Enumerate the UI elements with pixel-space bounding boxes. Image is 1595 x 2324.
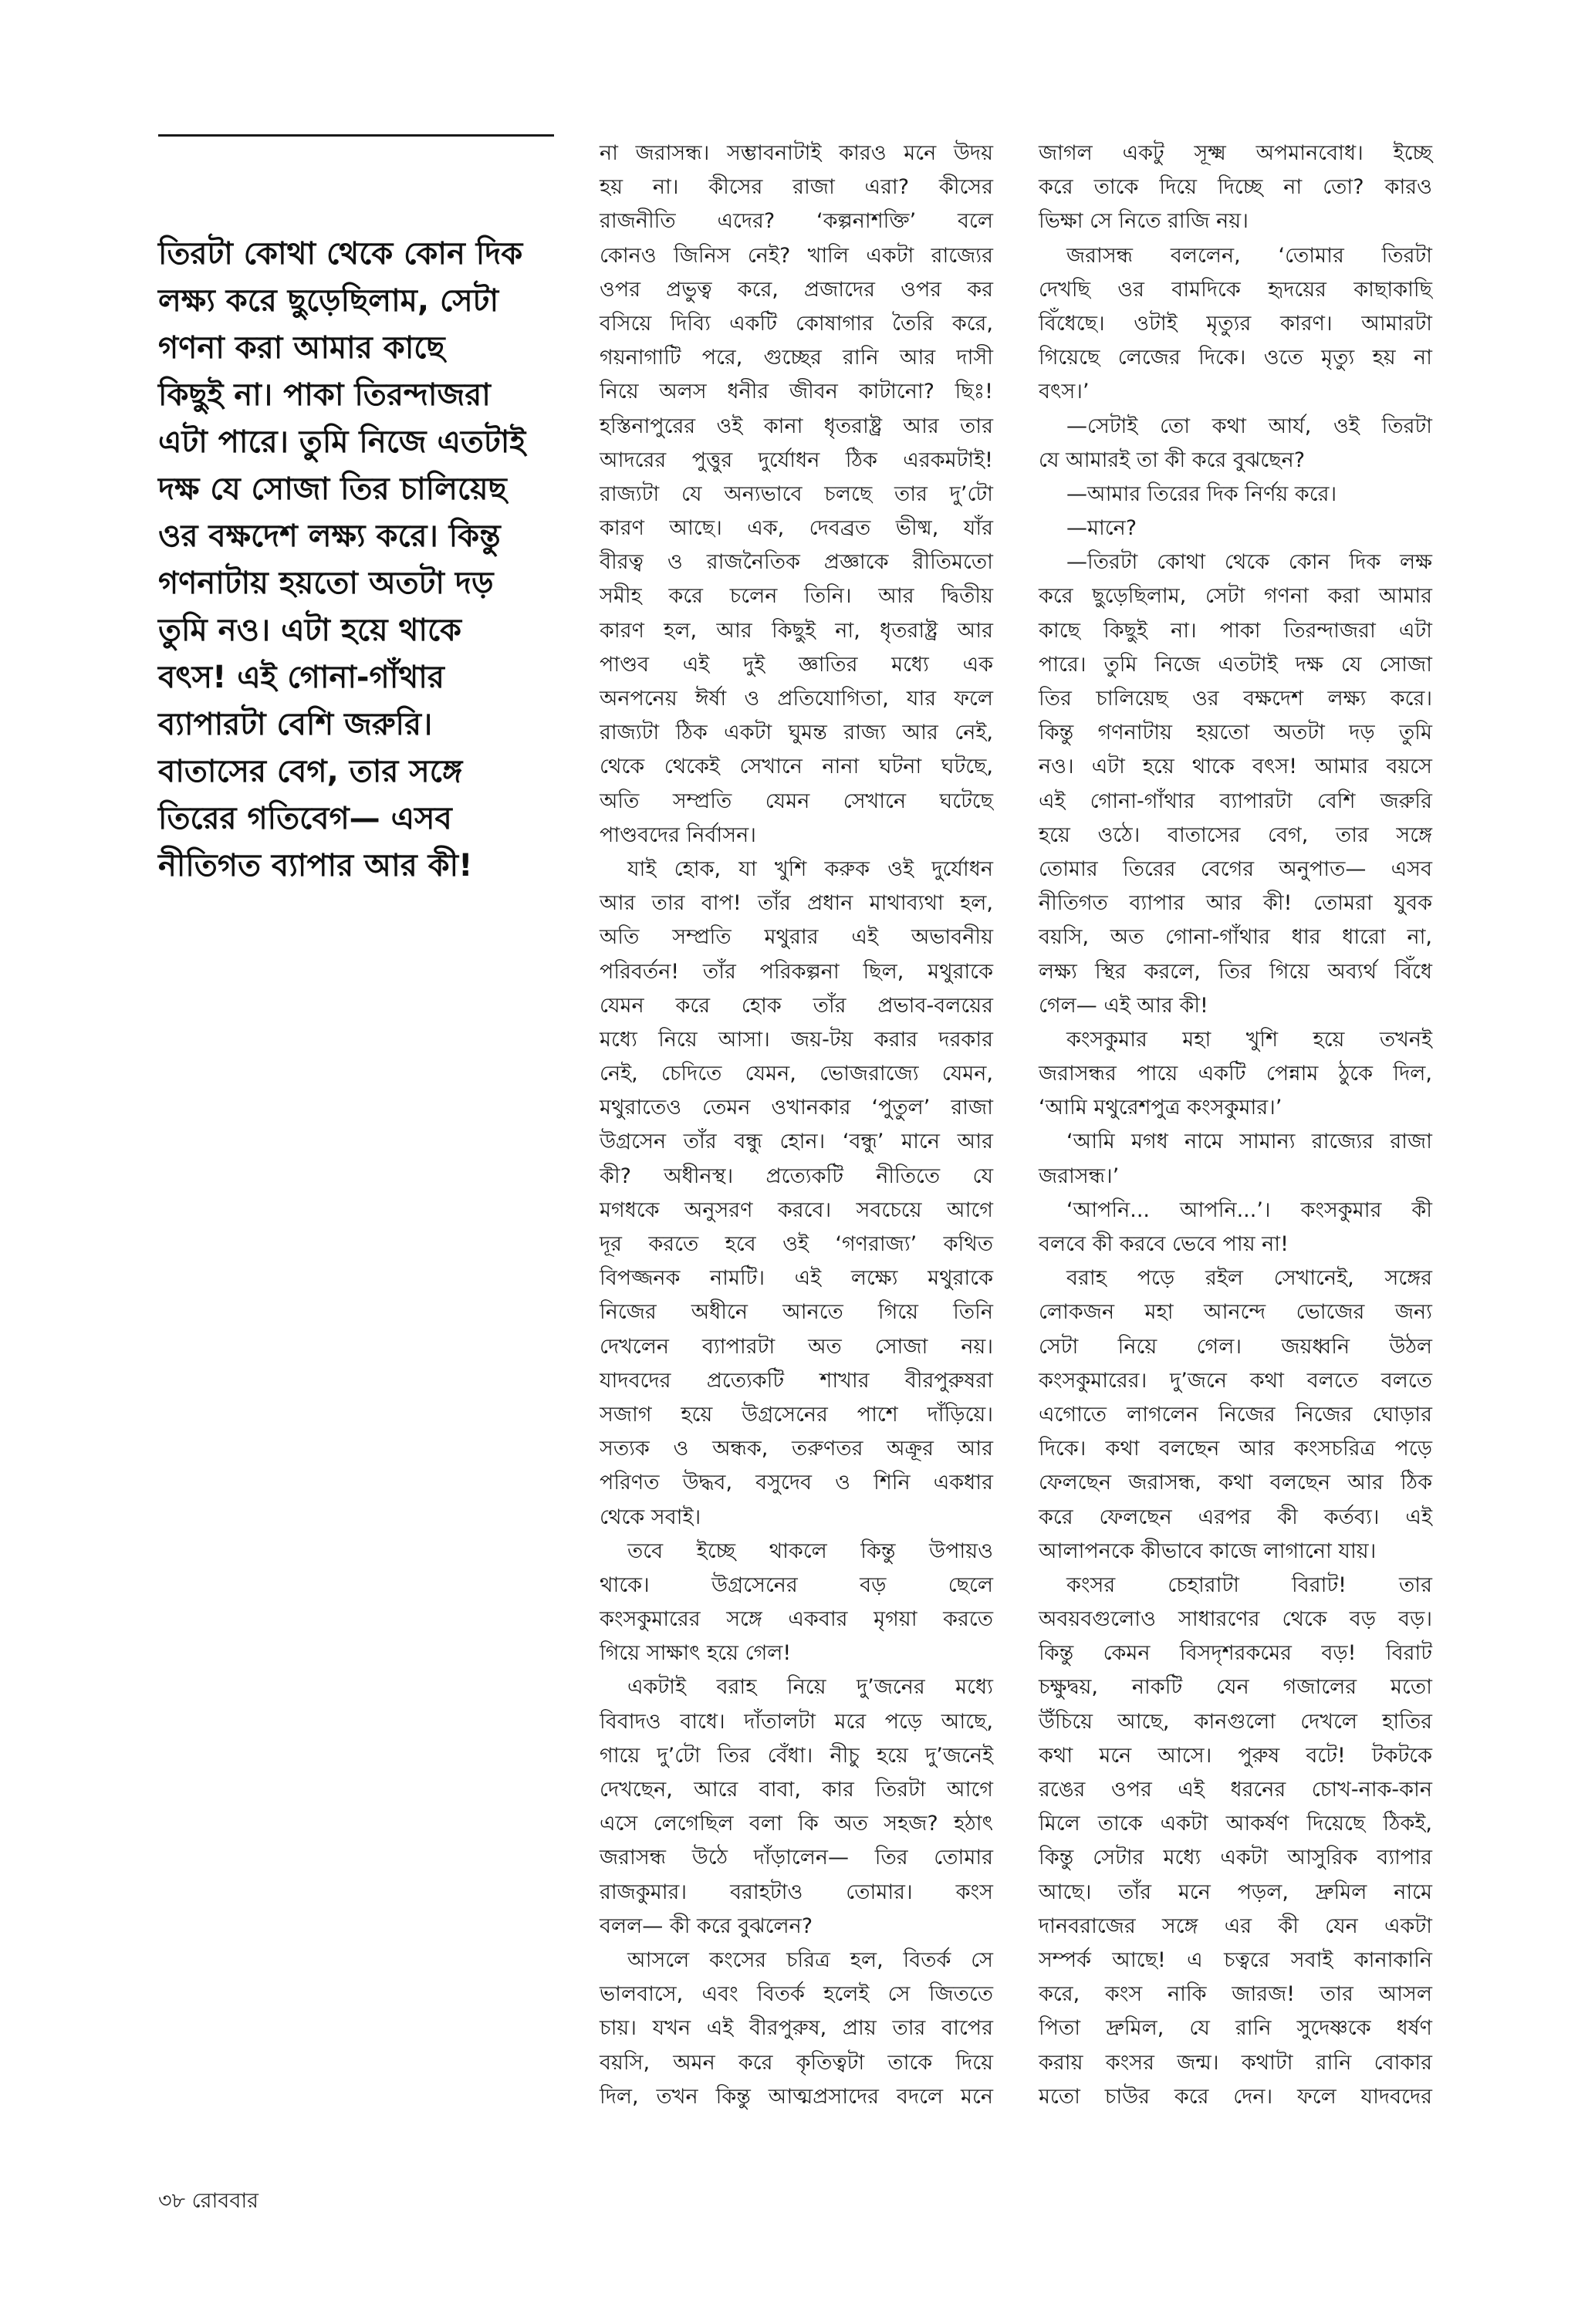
- text-line: কী? অধীনস্থ। প্রত্যেকটি নীতিতে যে: [600, 1164, 993, 1188]
- text-line: থাকে। উগ্রসেনের বড় ছেলে: [600, 1572, 993, 1597]
- text-line: সজাগ হয়ে উগ্রসেনের পাশে দাঁড়িয়ে।: [600, 1402, 993, 1427]
- text-line: করে, কংস নাকি জারজ! তার আসল: [1039, 1982, 1432, 2007]
- text-line: দূর করতে হবে ওই ‘গণরাজ্য’ কথিত: [600, 1232, 993, 1256]
- text-line: রাজ্যটা ঠিক একটা ঘুমন্ত রাজ্য আর নেই,: [600, 721, 993, 745]
- text-line: নও। এটা হয়ে থাকে বৎস! আমার বয়সে: [1039, 755, 1432, 779]
- text-line: থেকে সবাই।: [600, 1505, 701, 1529]
- text-line: বিপজ্জনক নামটি। এই লক্ষ্যে মথুরাকে: [600, 1266, 993, 1291]
- paragraph: [1039, 239, 1432, 410]
- text-line: সত্যক ও অন্ধক, তরুণতর অক্রূর আর: [600, 1437, 993, 1461]
- pull-quote: [158, 231, 559, 890]
- body-column-2: [1039, 137, 1432, 2114]
- text-line: এগোতে লাগলেন নিজের নিজের ঘোড়ার: [1039, 1402, 1432, 1427]
- text-line: গেল— এই আর কী!: [1039, 993, 1208, 1018]
- paragraph: [1039, 1125, 1432, 1193]
- text-line: আদরের পুত্তুর দুর্যোধন ঠিক এরকমটাই!: [600, 448, 993, 472]
- pull-quote-line: তিরটা কোথা থেকে কোন দিক: [158, 236, 523, 272]
- text-line: কংসকুমারের সঙ্গে একবার মৃগয়া করতে: [600, 1607, 993, 1632]
- paragraph: [600, 137, 993, 853]
- text-line: মিলে তাকে একটা আকর্ষণ দিয়েছে ঠিকই,: [1039, 1812, 1432, 1836]
- text-line: ‘আমি মথুরেশপুত্র কংসকুমার।’: [1039, 1096, 1282, 1120]
- text-line: হয় না। কীসের রাজা এরা? কীসের: [600, 175, 993, 200]
- pull-quote-line: দক্ষ যে সোজা তির চালিয়েছ: [158, 471, 507, 507]
- text-line: মগধকে অনুসরণ করবে। সবচেয়ে আগে: [600, 1197, 993, 1222]
- text-line: গিয়েছে লেজের দিকে। ওতে মৃত্যু হয় না: [1039, 346, 1432, 370]
- text-line: অনপনেয় ঈর্ষা ও প্রতিযোগিতা, যার ফলে: [600, 687, 994, 711]
- pull-quote-line: ওর বক্ষদেশ লক্ষ্য করে। কিন্তু: [158, 519, 501, 554]
- text-line: দেখলেন ব্যাপারটা অত সোজা নয়।: [600, 1334, 993, 1359]
- text-line: পিতা দ্রুমিল, যে রানি সুদেষ্ণকে ধর্ষণ: [1039, 2016, 1432, 2041]
- text-line: —তিরটা কোথা থেকে কোন দিক লক্ষ: [1066, 550, 1432, 575]
- text-line: বয়সি, অত গোনা-গাঁথার ধার ধারো না,: [1039, 925, 1432, 950]
- text-line: পারে। তুমি নিজে এতটাই দক্ষ যে সোজা: [1039, 652, 1432, 677]
- text-line: অতি সম্প্রতি যেমন সেখানে ঘটেছে: [600, 789, 993, 813]
- pull-quote-line: নীতিগত ব্যাপার আর কী!: [158, 848, 473, 883]
- text-line: নেই, চেদিতে যেমন, ভোজরাজ্যে যেমন,: [600, 1062, 993, 1086]
- text-line: জরাসন্ধ।’: [1039, 1164, 1120, 1188]
- text-line: জরাসন্ধর পায়ে একটি পেন্নাম ঠুকে দিল,: [1039, 1062, 1432, 1086]
- paragraph: [1039, 1023, 1432, 1126]
- text-line: করে ছুড়েছিলাম, সেটা গণনা করা আমার: [1039, 584, 1432, 609]
- text-line: কিন্তু কেমন বিসদৃশরকমের বড়! বিরাট: [1039, 1641, 1432, 1666]
- text-line: জরাসন্ধ উঠে দাঁড়ালেন— তির তোমার: [600, 1846, 993, 1870]
- text-line: লোকজন মহা আনন্দে ভোজের জন্য: [1039, 1300, 1432, 1325]
- text-line: লক্ষ্য স্থির করলে, তির গিয়ে অব্যর্থ বিঁধে: [1039, 959, 1432, 984]
- pull-quote-line: তিরের গতিবেগ— এসব: [158, 801, 452, 836]
- text-line: হস্তিনাপুরের ওই কানা ধৃতরাষ্ট্র আর তার: [600, 414, 993, 438]
- text-line: তির চালিয়েছ ওর বক্ষদেশ লক্ষ্য করে।: [1039, 687, 1432, 711]
- text-line: কারণ আছে। এক, দেবব্রত ভীষ্ম, যাঁর: [600, 516, 993, 541]
- text-line: এসে লেগেছিল বলা কি অত সহজ? হঠাৎ: [600, 1812, 993, 1836]
- text-line: পাণ্ডব এই দুই জ্ঞাতির মধ্যে এক: [600, 652, 993, 677]
- pull-quote-line: বাতাসের বেগ, তার সঙ্গে: [158, 754, 463, 789]
- pull-quote-line: গণনা করা আমার কাছে: [158, 330, 445, 366]
- text-line: করায় কংসর জন্ম। কথাটা রানি বোকার: [1039, 2050, 1432, 2075]
- text-line: কাছে কিছুই না। পাকা তিরন্দাজরা এটা: [1039, 618, 1432, 643]
- text-line: —সেটাই তো কথা আর্য, ওই তিরটা: [1066, 414, 1432, 438]
- text-line: গায়ে দু’টো তির বেঁধা। নীচু হয়ে দু’জনেই: [600, 1743, 993, 1768]
- text-line: আছে। তাঁর মনে পড়ল, দ্রুমিল নামে: [1039, 1880, 1432, 1904]
- text-line: ভালবাসে, এবং বিতর্ক হলেই সে জিততে: [600, 1982, 993, 2007]
- paragraph: [1039, 137, 1432, 239]
- text-line: এই গোনা-গাঁথার ব্যাপারটা বেশি জরুরি: [1039, 789, 1432, 813]
- text-line: রাজনীতি এদের? ‘কল্পনাশক্তি’ বলে: [600, 209, 993, 234]
- text-line: করে ফেলছেন এরপর কী কর্তব্য। এই: [1039, 1505, 1432, 1529]
- text-line: তোমার তিরের বেগের অনুপাত— এসব: [1039, 856, 1432, 881]
- text-line: মতো চাউর করে দেন। ফলে যাদবদের: [1039, 2084, 1432, 2109]
- pull-quote-line: এটা পারে। তুমি নিজে এতটাই: [158, 424, 526, 460]
- text-line: বয়সি, অমন করে কৃতিত্বটা তাকে দিয়ে: [600, 2050, 993, 2075]
- text-line: দেখছেন, আরে বাবা, কার তিরটা আগে: [600, 1778, 993, 1802]
- text-line: গিয়ে সাক্ষাৎ হয়ে গেল!: [600, 1641, 792, 1666]
- text-line: আলাপনকে কীভাবে কাজে লাগানো যায়।: [1039, 1539, 1377, 1563]
- text-line: রাজকুমার। বরাহটাও তোমার। কংস: [600, 1880, 993, 1904]
- text-line: করে তাকে দিয়ে দিচ্ছে না তো? কারও: [1039, 175, 1432, 200]
- text-line: কিন্তু সেটার মধ্যে একটা আসুরিক ব্যাপার: [1039, 1846, 1432, 1870]
- text-line: কংসর চেহারাটা বিরাট! তার: [1066, 1572, 1432, 1597]
- text-line: দিকে। কথা বলছেন আর কংসচরিত্র পড়ে: [1039, 1437, 1432, 1461]
- paragraph: [1039, 1194, 1432, 1262]
- text-line: কোনও জিনিস নেই? খালি একটা রাজ্যের: [600, 243, 993, 268]
- text-line: সমীহ করে চলেন তিনি। আর দ্বিতীয়: [600, 584, 993, 609]
- text-line: জরাসন্ধ বললেন, ‘তোমার তিরটা: [1066, 243, 1432, 268]
- paragraph: [600, 1535, 993, 1671]
- text-line: ওপর প্রভুত্ব করে, প্রজাদের ওপর কর: [600, 277, 993, 302]
- paragraph: [600, 853, 993, 1535]
- text-line: কথা মনে আসে। পুরুষ বটে! টকটকে: [1039, 1743, 1432, 1768]
- paragraph: [1039, 546, 1432, 1023]
- text-line: মথুরাতেও তেমন ওখানকার ‘পুতুল’ রাজা: [600, 1096, 993, 1120]
- text-line: ‘আপনি... আপনি...’। কংসকুমার কী: [1066, 1197, 1432, 1222]
- text-line: যে আমারই তা কী করে বুঝছেন?: [1039, 448, 1306, 472]
- text-line: নিয়ে অলস ধনীর জীবন কাটানো? ছিঃ!: [600, 380, 993, 404]
- text-line: —মানে?: [1066, 516, 1137, 541]
- text-line: চক্ষুদ্বয়, নাকটি যেন গজালের মতো: [1039, 1675, 1432, 1700]
- paragraph: [1039, 1569, 1432, 2114]
- text-line: রঙের ওপর এই ধরনের চোখ-নাক-কান: [1039, 1778, 1432, 1802]
- top-rule: [158, 134, 554, 137]
- text-line: হয়ে ওঠে। বাতাসের বেগ, তার সঙ্গে: [1039, 823, 1432, 847]
- text-line: বসিয়ে দিব্যি একটি কোষাগার তৈরি করে,: [600, 311, 993, 336]
- text-line: আর তার বাপ! তাঁর প্রধান মাথাব্যথা হল,: [600, 891, 993, 916]
- text-line: দিল, তখন কিন্তু আত্মপ্রসাদের বদলে মনে: [600, 2084, 993, 2109]
- pull-quote-line: লক্ষ্য করে ছুড়েছিলাম, সেটা: [158, 283, 499, 319]
- text-line: বলল— কী করে বুঝলেন?: [600, 1914, 813, 1938]
- text-line: একটাই বরাহ নিয়ে দু’জনের মধ্যে: [627, 1675, 993, 1700]
- text-line: নীতিগত ব্যাপার আর কী! তোমরা যুবক: [1039, 891, 1432, 916]
- text-line: সম্পর্ক আছে! এ চত্বরে সবাই কানাকানি: [1039, 1947, 1432, 1972]
- text-line: ভিক্ষা সে নিতে রাজি নয়।: [1039, 209, 1249, 234]
- text-line: কিন্তু গণনাটায় হয়তো অতটা দড় তুমি: [1039, 721, 1432, 745]
- text-line: বিবাদও বাধে। দাঁতালটা মরে পড়ে আছে,: [600, 1709, 993, 1734]
- paragraph: [600, 1944, 993, 2114]
- text-line: যাই হোক, যা খুশি করুক ওই দুর্যোধন: [627, 856, 993, 881]
- text-line: অতি সম্প্রতি মথুরার এই অভাবনীয়: [600, 925, 993, 950]
- text-line: যাদবদের প্রত্যেকটি শাখার বীরপুরুষরা: [600, 1368, 993, 1393]
- text-line: পরিবর্তন! তাঁর পরিকল্পনা ছিল, মথুরাকে: [600, 959, 993, 984]
- text-line: পরিণত উদ্ধব, বসুদেব ও শিনি একধার: [600, 1471, 993, 1495]
- text-line: কংসকুমার মহা খুশি হয়ে তখনই: [1066, 1027, 1432, 1052]
- text-line: থেকে থেকেই সেখানে নানা ঘটনা ঘটছে,: [600, 755, 993, 779]
- text-line: বীরত্ব ও রাজনৈতিক প্রজ্ঞাকে রীতিমতো: [600, 550, 993, 575]
- text-line: অবয়বগুলোও সাধারণের থেকে বড় বড়।: [1039, 1607, 1432, 1632]
- text-line: —আমার তিরের দিক নির্ণয় করে।: [1066, 481, 1337, 506]
- text-line: ফেলছেন জরাসন্ধ, কথা বলছেন আর ঠিক: [1039, 1471, 1432, 1495]
- text-line: ‘আমি মগধ নামে সামান্য রাজ্যের রাজা: [1066, 1130, 1432, 1154]
- text-line: মধ্যে নিয়ে আসা। জয়-টয় করার দরকার: [600, 1027, 993, 1052]
- text-line: চায়। যখন এই বীরপুরুষ, প্রায় তার বাপের: [600, 2016, 993, 2041]
- text-line: দানবরাজের সঙ্গে এর কী যেন একটা: [1039, 1914, 1432, 1938]
- text-line: দেখছি ওর বামদিকে হৃদয়ের কাছাকাছি: [1039, 277, 1432, 302]
- paragraph: [1039, 478, 1432, 512]
- pull-quote-line: তুমি নও। এটা হয়ে থাকে: [158, 613, 462, 648]
- text-line: বিঁধেছে। ওটাই মৃত্যুর কারণ। আমারটা: [1039, 311, 1432, 336]
- text-line: উগ্রসেন তাঁর বন্ধু হোন। ‘বন্ধু’ মানে আর: [600, 1130, 993, 1154]
- text-line: বরাহ পড়ে রইল সেখানেই, সঙ্গের: [1066, 1266, 1432, 1291]
- text-line: কংসকুমারের। দু’জনে কথা বলতে বলতে: [1039, 1368, 1432, 1393]
- text-line: সেটা নিয়ে গেল। জয়ধ্বনি উঠল: [1039, 1334, 1432, 1359]
- body-column-1: [600, 137, 993, 2114]
- text-line: উঁচিয়ে আছে, কানগুলো দেখলে হাতির: [1039, 1709, 1432, 1734]
- text-line: যেমন করে হোক তাঁর প্রভাব-বলয়ের: [600, 993, 993, 1018]
- text-line: গয়নাগাটি পরে, গুচ্ছের রানি আর দাসী: [600, 346, 993, 370]
- paragraph: [600, 1670, 993, 1944]
- text-line: তবে ইচ্ছে থাকলে কিন্তু উপায়ও: [627, 1539, 993, 1563]
- page-footer: ৩৮ রোববার: [158, 2189, 259, 2213]
- text-line: রাজ্যটা যে অন্যভাবে চলছে তার দু’টো: [600, 481, 993, 506]
- text-line: না জরাসন্ধ। সম্ভাবনাটাই কারও মনে উদয়: [600, 141, 993, 165]
- pull-quote-line: কিছুই না। পাকা তিরন্দাজরা: [158, 377, 491, 413]
- text-line: বৎস।’: [1039, 380, 1090, 404]
- text-line: কারণ হল, আর কিছুই না, ধৃতরাষ্ট্র আর: [600, 618, 993, 643]
- text-line: বলবে কী করবে ভেবে পায় না!: [1039, 1232, 1289, 1256]
- pull-quote-line: বৎস! এই গোনা-গাঁথার: [158, 660, 444, 695]
- pull-quote-line: গণনাটায় হয়তো অতটা দড়: [158, 566, 494, 601]
- pull-quote-line: ব্যাপারটা বেশি জরুরি।: [158, 707, 433, 742]
- text-line: নিজের অধীনে আনতে গিয়ে তিনি: [600, 1300, 993, 1325]
- text-line: পাণ্ডবদের নির্বাসন।: [600, 823, 756, 847]
- paragraph: [1039, 1262, 1432, 1569]
- paragraph: [1039, 410, 1432, 478]
- text-line: জাগল একটু সূক্ষ্ম অপমানবোধ। ইচ্ছে: [1039, 141, 1432, 165]
- paragraph: [1039, 512, 1432, 546]
- text-line: আসলে কংসের চরিত্র হল, বিতর্ক সে: [627, 1947, 993, 1972]
